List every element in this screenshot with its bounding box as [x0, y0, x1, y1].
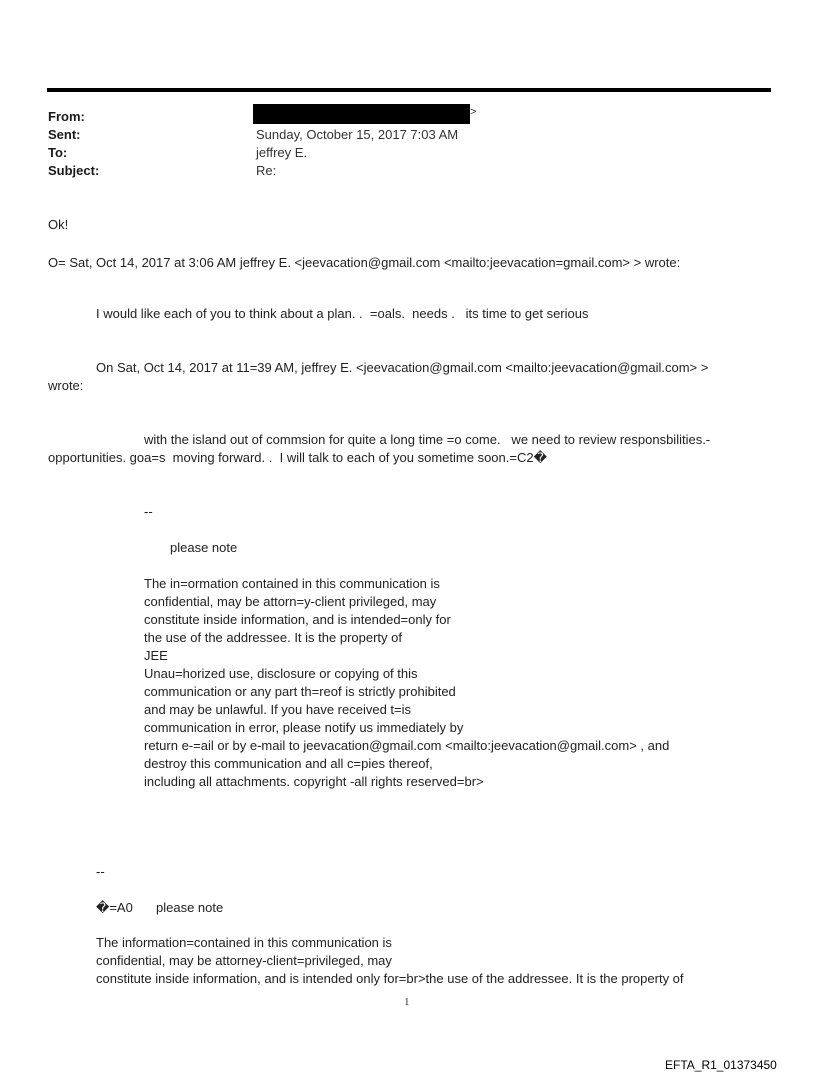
- header-rule: [47, 88, 771, 92]
- subject-label: Subject:: [48, 163, 100, 178]
- disclaimer-line: The in=ormation contained in this communication is: [144, 576, 440, 591]
- signature-1-dash: --: [144, 504, 153, 519]
- disclaimer-line: constitute inside information, and is intended=only for: [144, 612, 451, 627]
- disclaimer-line: communication or any part th=reof is strictly prohibited: [144, 684, 456, 699]
- document-id: EFTA_R1_01373450: [665, 1058, 777, 1072]
- disclaimer-line: confidential, may be attorney-client=privileged, may: [96, 953, 392, 968]
- sent-label: Sent:: [48, 127, 81, 142]
- signature-2-note: please note: [156, 900, 224, 915]
- disclaimer-line: Unau=horized use, disclosure or copying of this: [144, 666, 418, 681]
- from-label: From:: [48, 109, 85, 124]
- signature-2-disclaimer: [96, 934, 684, 988]
- to-label: To:: [48, 145, 68, 160]
- disclaimer-line: the use of the addressee. It is the property of: [144, 630, 402, 645]
- signature-1-note: please note: [170, 540, 238, 555]
- message-2: with the island out of commsion for quite a long time =o come. we need to review responsbilities.-: [144, 432, 711, 447]
- signature-2-note-prefix: �=A0: [96, 900, 133, 915]
- disclaimer-line: confidential, may be attorn=y-client privileged, may: [144, 594, 437, 609]
- quote-header-2-cont: wrote:: [48, 378, 84, 393]
- signature-2-dash: --: [96, 864, 105, 879]
- reply-text: Ok!: [48, 217, 69, 232]
- to-value: jeffrey E.: [256, 145, 308, 160]
- redacted-sender: [253, 104, 470, 124]
- signature-1-disclaimer: [144, 575, 669, 791]
- redacted-sender-tail: >: [470, 106, 477, 118]
- disclaimer-line: return e-=ail or by e-mail to jeevacation@gmail.com <mailto:jeevacation@gmail.com> , and: [144, 738, 670, 753]
- subject-value: Re:: [256, 163, 277, 178]
- disclaimer-line: communication in error, please notify us immediately by: [144, 720, 464, 735]
- disclaimer-line: constitute inside information, and is intended only for=br>the use of the addressee. It is the property of: [96, 971, 684, 986]
- message-2-cont: opportunities. goa=s moving forward. . I will talk to each of you sometime soon.=C2�: [48, 450, 547, 465]
- disclaimer-line: The information=contained in this communication is: [96, 935, 392, 950]
- disclaimer-line: destroy this communication and all c=pies thereof,: [144, 756, 433, 771]
- page-number: 1: [404, 996, 410, 1008]
- disclaimer-line: JEE: [144, 648, 168, 663]
- disclaimer-line: including all attachments. copyright -all rights reserved=br>: [144, 774, 484, 789]
- quote-header-2: On Sat, Oct 14, 2017 at 11=39 AM, jeffrey E. <jeevacation@gmail.com <mailto:jeevacation@gmail.com> >: [96, 360, 709, 375]
- disclaimer-line: and may be unlawful. If you have received t=is: [144, 702, 412, 717]
- message-1: I would like each of you to think about a plan. . =oals. needs . its time to get serious: [96, 306, 589, 321]
- quote-header-1: O= Sat, Oct 14, 2017 at 3:06 AM jeffrey E. <jeevacation@gmail.com <mailto:jeevacation=gmail.com> > wrote:: [48, 255, 681, 270]
- sent-value: Sunday, October 15, 2017 7:03 AM: [256, 127, 459, 142]
